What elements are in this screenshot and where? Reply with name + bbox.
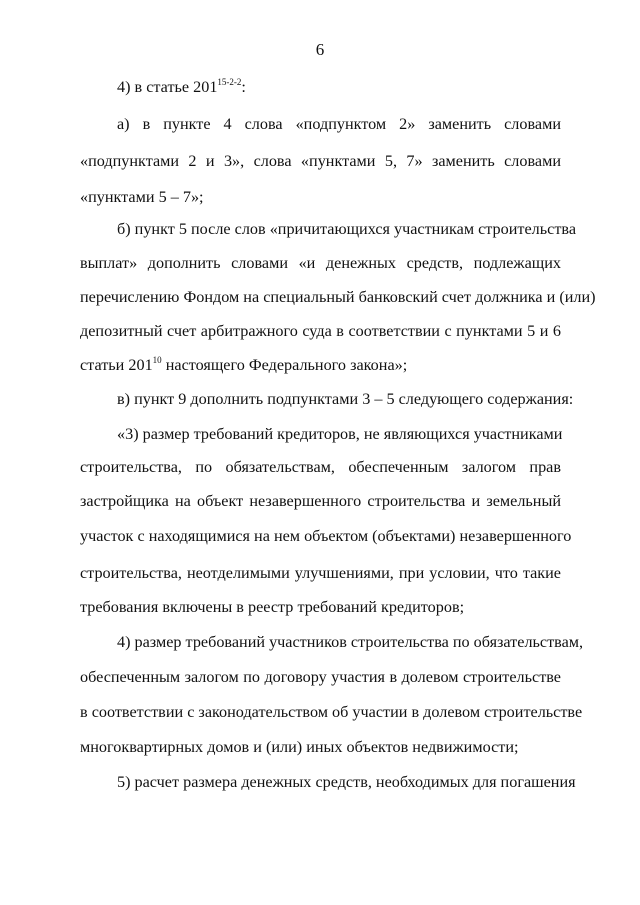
- text-fragment: настоящего Федерального закона»;: [161, 356, 408, 374]
- text-line: депозитный счет арбитражного суда в соответствии с пунктами 5 и 6: [80, 322, 561, 340]
- page-number: 6: [315, 40, 325, 59]
- text-line-article-heading: [117, 77, 561, 97]
- superscript: 15-2-2: [217, 77, 242, 87]
- text-line: участок с находящимися на нем объектом (объектами) незавершенного: [80, 527, 572, 545]
- text-line: б) пункт 5 после слов «причитающихся участникам строительства: [117, 220, 577, 238]
- superscript: 10: [152, 355, 162, 365]
- text-line: в соответствии с законодательством об участии в долевом строительстве: [80, 703, 583, 721]
- text-line: «подпунктами 2 и 3», слова «пунктами 5, 7» заменить словами: [80, 152, 561, 170]
- text-line: многоквартирных домов и (или) иных объектов недвижимости;: [80, 738, 519, 756]
- text-line: перечислению Фондом на специальный банковский счет должника и (или): [80, 288, 596, 306]
- text-line: 5) расчет размера денежных средств, необходимых для погашения: [117, 773, 576, 791]
- text-fragment: статьи 201: [80, 356, 153, 374]
- text-line: 4) размер требований участников строительства по обязательствам,: [117, 633, 584, 651]
- text-line: застройщика на объект незавершенного строительства и земельный: [80, 492, 561, 510]
- text-line: строительства, неотделимыми улучшениями, при условии, что такие: [80, 564, 561, 582]
- text-fragment: 4) в статье 201: [117, 78, 218, 96]
- text-line: обеспеченным залогом по договору участия в долевом строительстве: [80, 668, 561, 686]
- text-fragment: :: [241, 78, 246, 96]
- text-line: «3) размер требований кредиторов, не являющихся участниками: [117, 425, 563, 443]
- text-line: строительства, по обязательствам, обеспеченным залогом прав: [80, 458, 561, 476]
- text-line: «пунктами 5 – 7»;: [80, 188, 204, 206]
- text-line: а) в пункте 4 слова «подпунктом 2» заменить словами: [117, 115, 561, 133]
- text-line: в) пункт 9 дополнить подпунктами 3 – 5 следующего содержания:: [117, 390, 574, 408]
- text-line: выплат» дополнить словами «и денежных средств, подлежащих: [80, 254, 561, 272]
- text-line: [80, 355, 561, 375]
- text-line: требования включены в реестр требований кредиторов;: [80, 598, 465, 616]
